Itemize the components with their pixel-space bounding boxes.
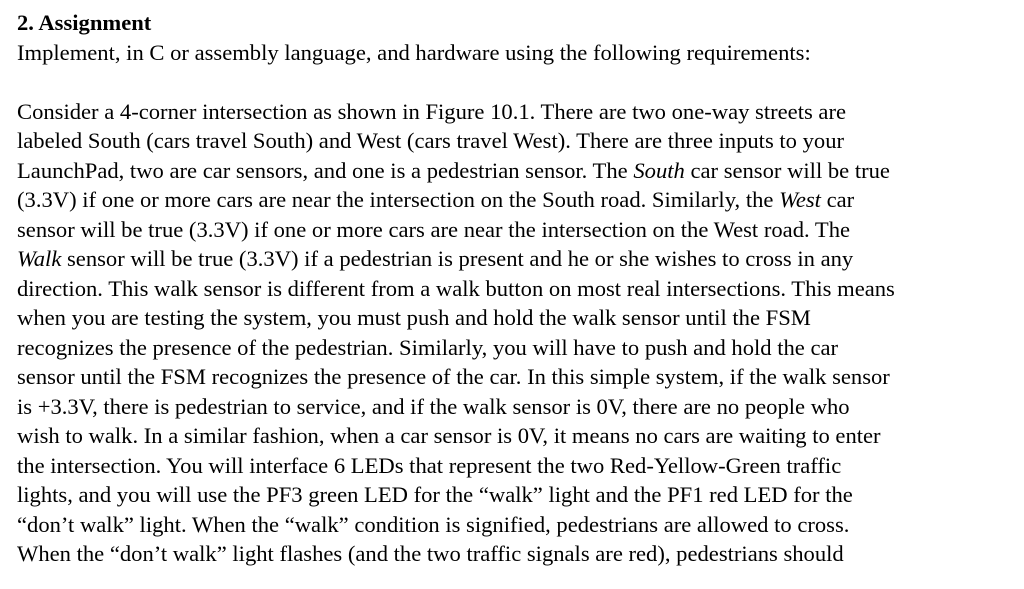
text-run: (3.3V) if one or more cars are near the intersection on the South road. Similarly, the bbox=[17, 187, 780, 212]
text-line bbox=[17, 451, 1017, 481]
text-run: LaunchPad, two are car sensors, and one is a pedestrian sensor. The bbox=[17, 157, 634, 183]
text-run: car sensor will be true bbox=[684, 157, 890, 183]
italic-term: Walk bbox=[17, 246, 62, 271]
text-line bbox=[17, 126, 1017, 156]
paragraph-gap bbox=[17, 67, 1017, 97]
text-line bbox=[17, 333, 1017, 363]
text-line bbox=[17, 421, 1017, 451]
text-run: sensor until the FSM recognizes the presence of the car. In this simple system, if the walk sensor bbox=[17, 364, 890, 389]
text-run: is +3.3V, there is pedestrian to service, and if the walk sensor is 0V, there are no people who bbox=[17, 393, 850, 419]
text-line bbox=[17, 215, 1017, 245]
text-run: direction. This walk sensor is different from a walk button on most real intersections. This means bbox=[17, 275, 895, 301]
document-page bbox=[17, 8, 1017, 569]
text-line bbox=[17, 510, 1017, 540]
text-run: “don’t walk” light. When the “walk” condition is signified, pedestrians are allowed to cross. bbox=[17, 511, 850, 537]
text-line bbox=[17, 392, 1017, 422]
text-run: lights, and you will use the PF3 green LED for the “walk” light and the PF1 red LED for the bbox=[17, 482, 853, 507]
text-line bbox=[17, 185, 1017, 215]
text-run: the intersection. You will interface 6 LEDs that represent the two Red-Yellow-Green traffic bbox=[17, 452, 842, 478]
text-line bbox=[17, 97, 1017, 127]
text-line bbox=[17, 480, 1017, 510]
section-heading: 2. Assignment bbox=[17, 10, 152, 35]
text-run: sensor will be true (3.3V) if a pedestrian is present and he or she wishes to cross in any bbox=[61, 246, 854, 271]
text-run: wish to walk. In a similar fashion, when a car sensor is 0V, it means no cars are waiting to enter bbox=[17, 423, 881, 448]
text-line bbox=[17, 274, 1017, 304]
text-run: sensor will be true (3.3V) if one or more cars are near the intersection on the West road. The bbox=[17, 216, 851, 242]
text-line bbox=[17, 156, 1017, 186]
text-line bbox=[17, 303, 1017, 333]
text-line bbox=[17, 362, 1017, 392]
text-run: When the “don’t walk” light flashes (and the two traffic signals are red), pedestrians should bbox=[17, 541, 844, 566]
text-line bbox=[17, 244, 1017, 274]
text-run: recognizes the presence of the pedestrian. Similarly, you will have to push and hold the car bbox=[17, 334, 839, 360]
text-run: when you are testing the system, you must push and hold the walk sensor until the FSM bbox=[17, 305, 811, 330]
text-run: Consider a 4-corner intersection as shown in Figure 10.1. There are two one-way streets are bbox=[17, 98, 847, 124]
intro-line: Implement, in C or assembly language, and hardware using the following requirements: bbox=[17, 39, 811, 65]
body-paragraph bbox=[17, 97, 1017, 569]
text-run: car bbox=[820, 187, 855, 212]
italic-term: West bbox=[779, 187, 821, 212]
text-line bbox=[17, 539, 1017, 569]
text-run: labeled South (cars travel South) and West (cars travel West). There are three inputs to your bbox=[17, 128, 845, 153]
italic-term: South bbox=[633, 157, 685, 183]
